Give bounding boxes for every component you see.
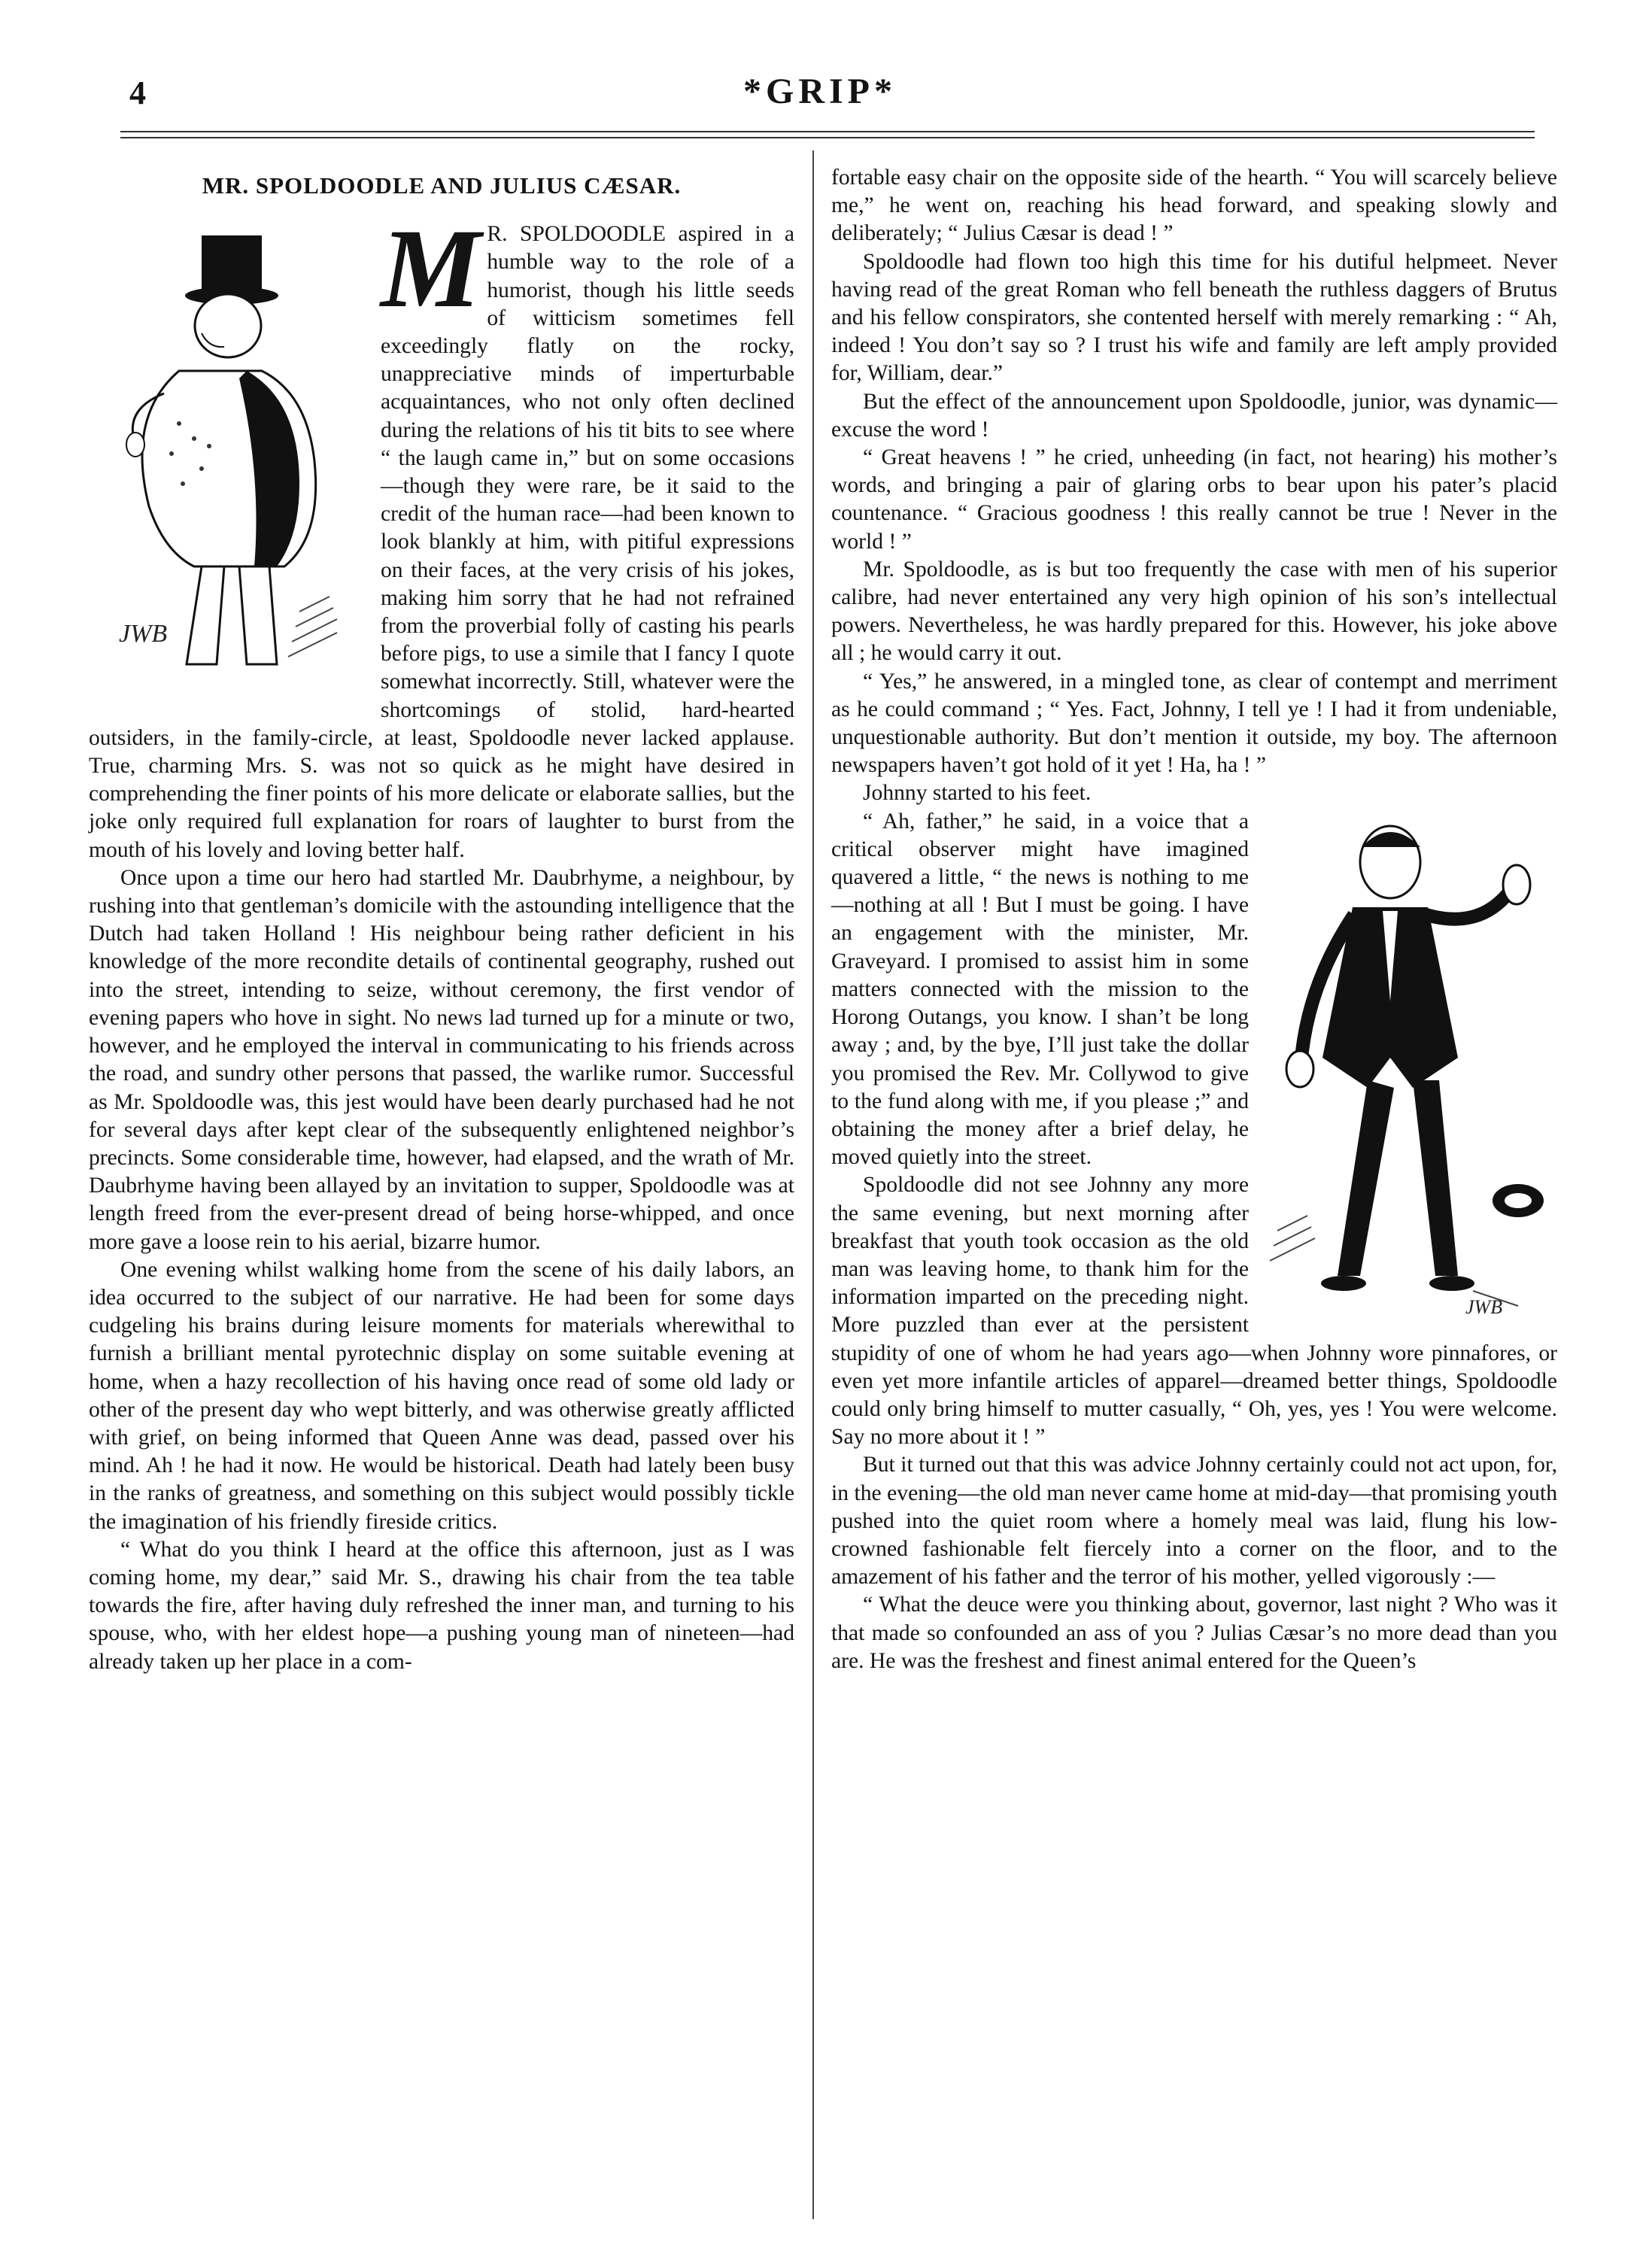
left-column: [89, 164, 794, 2225]
article-paragraph: “ Great heavens ! ” he cried, unheeding (in fact, not hearing) his mother’s words, and bringing a pair of glaring orbs to bear upon his pater’s placid countenance. “ Gracious goodness ! this really cannot be true ! Never in the world ! ”: [831, 445, 1557, 554]
article-paragraph: Once upon a time our hero had startled Mr. Daubrhyme, a neighbour, by rushing into that gentleman’s domicile with the astounding intelligence that the Dutch had taken Holland ! His neighbour being rather deficient in his knowledge of the more recondite details of continental geography, rushed out into the street, intending to seize, without ceremony, the first vendor of evening papers who hove in sight. No news lad turned up for a minute or two, however, and he employed the interval in communicating to his friends across the road, and sundry other persons that passed, the warlike rumor. Successful as Mr. Spoldoodle was, this jest would have been dearly purchased had he not for several days after kept clear of the subsequently enlightened neighbor’s precincts. Some considerable time, however, had elapsed, and the wrath of Mr. Daubrhyme having been allayed by an invitation to supper, Spoldoodle was at length freed from the ever-present dread of being horse-whipped, and once more gave a loose rein to his aerial, bizarre humor.: [89, 865, 794, 1254]
header-rule-top: [120, 131, 1535, 132]
drop-cap-letter: M: [381, 206, 481, 332]
header-rule-bottom: [120, 137, 1535, 138]
right-column: [831, 164, 1557, 2225]
spoldoodle-illustration: [89, 220, 367, 694]
article-paragraph: “ Ah, father,” he said, in a voice that a critical observer might have imagined quavered a little, “ the news is nothing to me —nothing at all ! But I must be going. I have an engagement with the minister, Mr. Graveyard. I promised to assist him in some matters connected with the mission to the Horong Outangs, you know. I shan’t be long away ; and, by the bye, I’ll just take the dollar you promised the Rev. Mr. Collywod to give to the fund along with me, if you please ;” and obtaining the money after a brief delay, he moved quietly into the street.: [831, 809, 1249, 1170]
masthead-title: *GRIP*: [743, 71, 897, 111]
article-paragraph: But the effect of the announcement upon Spoldoodle, junior, was dynamic—excuse the word !: [831, 389, 1557, 442]
article-paragraph: Mr. Spoldoodle, as is but too frequently the case with men of his superior calibre, had never entertained any very high opinion of his son’s intellectual powers. Nevertheless, he was hardly prepared for this. However, his joke above all ; he would carry it out.: [831, 557, 1557, 666]
article-paragraph: fortable easy chair on the opposite side of the hearth. “ You will scarcely believe me,” he went on, reaching his head forward, and speaking slowly and deliberately; “ Julius Cæsar is dead ! ”: [831, 165, 1557, 246]
page-number: 4: [129, 74, 146, 111]
article-paragraph: Johnny started to his feet.: [863, 781, 1092, 806]
article-paragraph: “ What do you think I heard at the office this afternoon, just as I was coming home, my dear,” said Mr. S., drawing his chair from the tea table towards the fire, after having duly refreshed the inner man, and turning to his spouse, who, with her eldest hope—a pushing young man of nineteen—had already taken up her place in a com-: [89, 1537, 794, 1674]
right-illustration-signature: JWB: [1465, 1295, 1503, 1318]
article-title: MR. SPOLDOODLE AND JULIUS CÆSAR.: [202, 172, 682, 199]
johnny-illustration: [1262, 809, 1557, 1329]
article-paragraph: “ Yes,” he answered, in a mingled tone, as clear of contempt and merriment as he could command ; “ Yes. Fact, Johnny, I tell ye ! I had it from undeniable, unquestionable authority. But don’t mention it outside, my boy. The afternoon newspapers haven’t got hold of it yet ! Ha, ha ! ”: [831, 669, 1557, 778]
article-paragraph: Spoldoodle did not see Johnny any more the same evening, but next morning after breakfast that youth took occasion as the old man was leaving home, to thank him for the information imparted on the preceding night. More puzzled than ever at the persistent stupidity of one of whom he had years ago—when Johnny wore pinnafores, or even yet more infantile articles of apparel—dreamed better things, Spoldoodle could only bring himself to mutter casually, “ Oh, yes, yes ! You were welcome. Say no more about it ! ”: [831, 1173, 1557, 1450]
article-paragraph: One evening whilst walking home from the scene of his daily labors, an idea occurred to the subject of our narrative. He had been for some days cudgeling his brains during leisure moments for materials wherewithal to furnish a brilliant mental pyrotechnic display on some suitable evening at home, when a hazy recollection of his having once read of some old lady or other of the present day who wept bitterly, and was otherwise greatly afflicted with grief, on being informed that Queen Anne was dead, passed over his mind. Ah ! he had it now. He would be historical. Death had lately been busy in the ranks of greatness, and something on this subject would possibly tickle the imagination of his friendly fireside critics.: [89, 1257, 794, 1534]
page-header: [90, 66, 1550, 141]
article-paragraph: “ What the deuce were you thinking about, governor, last night ? Who was it that made so confounded an ass of you ? Julias Cæsar’s no more dead than you are. He was the freshest and finest animal entered for the Queen’s: [831, 1593, 1557, 1673]
column-divider: [812, 150, 814, 2219]
article-paragraph: But it turned out that this was advice Johnny certainly could not act upon, for, in the evening—the old man never came home at mid-day—that promising youth pushed into the quiet room where a homely meal was laid, flung his low-crowned fashionable felt fiercely into a corner on the floor, and to the amazement of his father and the terror of his mother, yelled vigorously :—: [831, 1453, 1557, 1590]
left-illustration-signature: JWB: [119, 620, 168, 648]
article-paragraph: R. SPOLDOODLE aspired in a humble way to the role of a humorist, though his little seeds of witticism sometimes fell exceedingly flatly on the rocky, unappreciative minds of imperturbable acquaintances, who not only often declined during the relations of his tit bits to see where “ the laugh came in,” but on some occasions—though they were rare, be it said to the credit of the human race—had been known to look blankly at him, with pitiful expressions on their faces, at the very crisis of his jokes, making him sorry that he had not refrained from the proverbial folly of casting his pearls before pigs, to use a simile that I fancy I quote somewhat incorrectly. Still, whatever were the shortcomings of stolid, hard-hearted outsiders, in the family-circle, at least, Spoldoodle never lacked applause. True, charming Mrs. S. was not so quick as he might have desired in comprehending the finer points of his more delicate or elaborate sallies, but the joke only required full explanation for roars of laughter to burst from the mouth of his lovely and loving better half.: [89, 222, 794, 862]
article-paragraph: Spoldoodle had flown too high this time for his dutiful helpmeet. Never having read of the great Roman who fell beneath the ruthless daggers of Brutus and his fellow conspirators, she contented herself with merely remarking : “ Ah, indeed ! You don’t say so ? I trust his wife and family are left amply provided for, William, dear.”: [831, 249, 1557, 386]
